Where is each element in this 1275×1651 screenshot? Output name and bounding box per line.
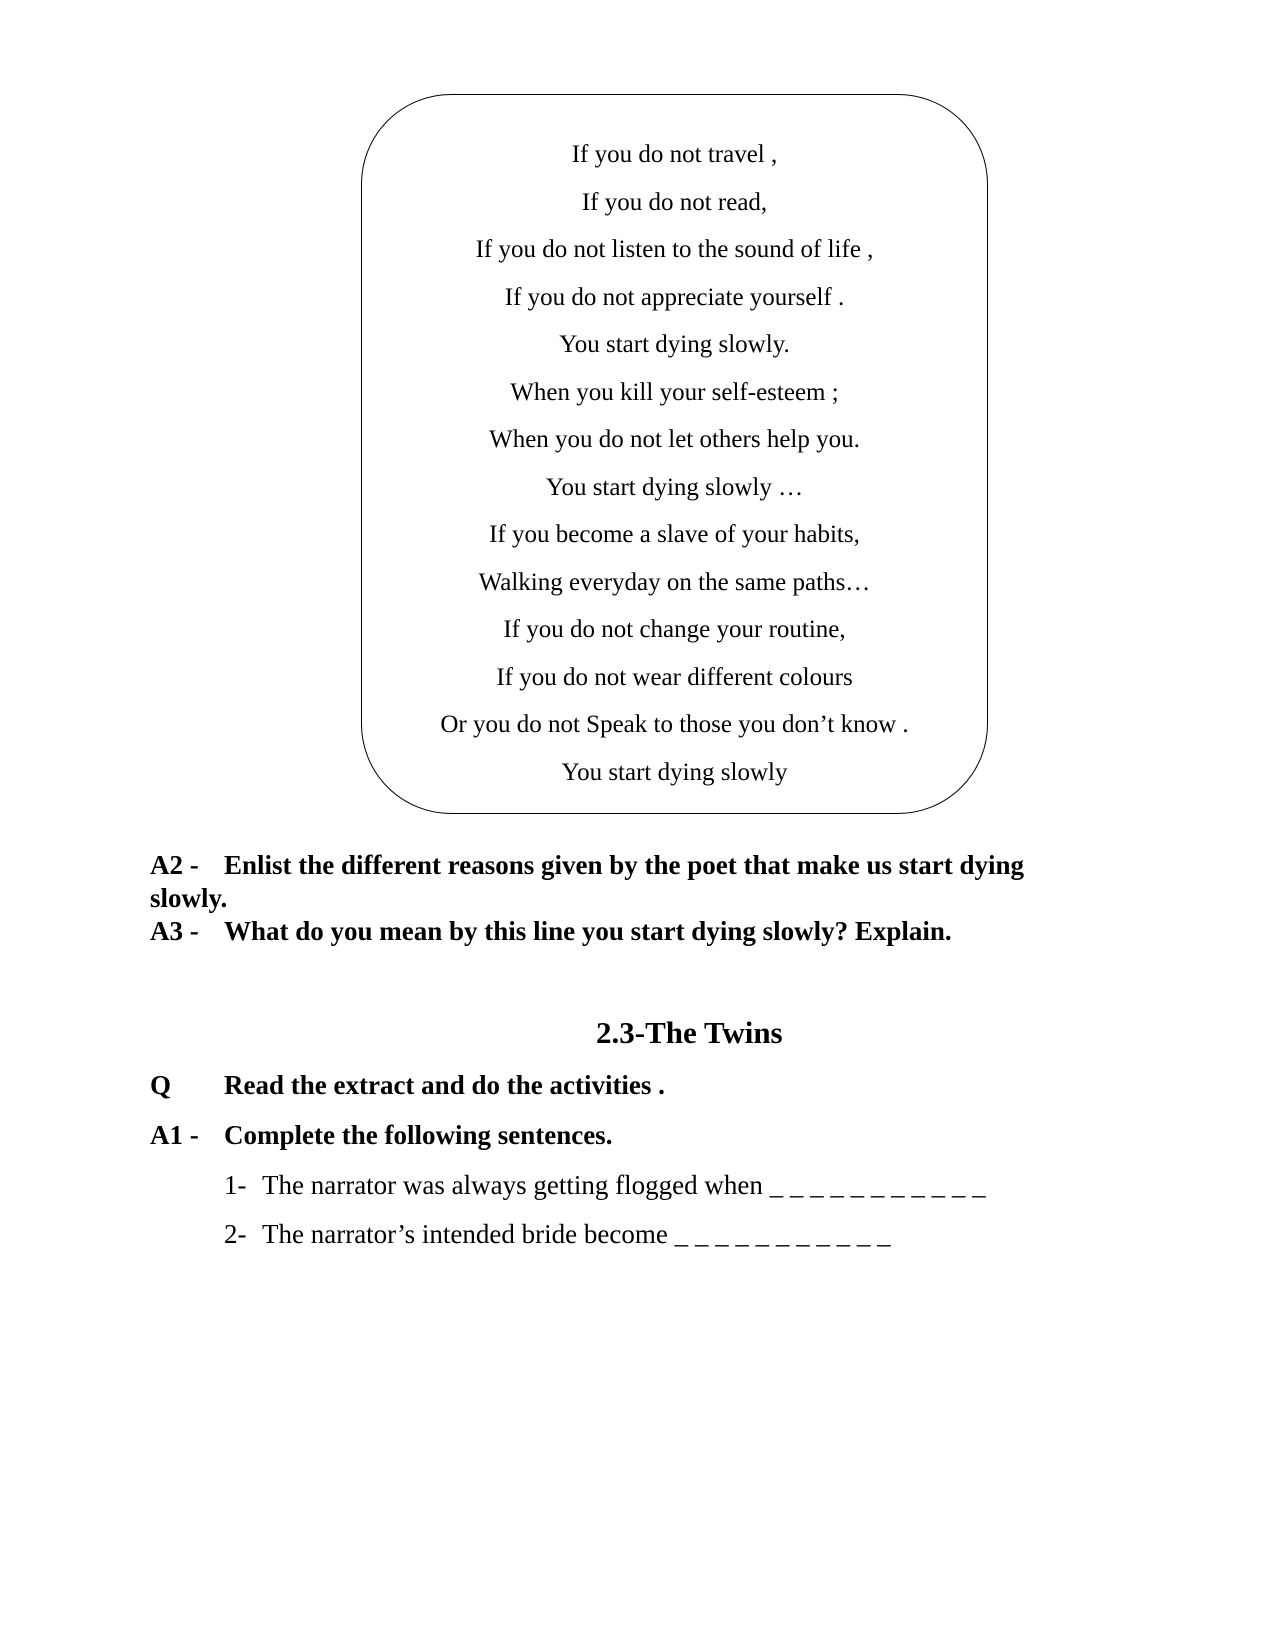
section-title: 2.3-The Twins bbox=[596, 1015, 783, 1050]
poem-line: You start dying slowly bbox=[561, 758, 788, 786]
question-a3-text: What do you mean by this line you start dying slowly? Explain. bbox=[224, 916, 952, 946]
question-a1-text: Complete the following sentences. bbox=[224, 1120, 613, 1150]
poem-line: When you kill your self-esteem ; bbox=[510, 378, 839, 406]
poem-line: If you do not listen to the sound of life , bbox=[475, 236, 874, 263]
poem-line: If you do not appreciate yourself . bbox=[504, 283, 845, 311]
question-q-text: Read the extract and do the activities . bbox=[224, 1070, 665, 1100]
list-item bbox=[224, 1169, 986, 1202]
poem-line: If you do not travel , bbox=[571, 141, 778, 168]
list-item-text: The narrator was always getting flogged when _ _ _ _ _ _ _ _ _ _ _ bbox=[262, 1170, 986, 1200]
question-a2-continuation: slowly. bbox=[150, 883, 228, 913]
poem-box bbox=[361, 94, 988, 814]
poem-lines bbox=[362, 131, 987, 796]
poem-line: Or you do not Speak to those you don’t know . bbox=[440, 711, 909, 738]
poem-line: You start dying slowly. bbox=[559, 331, 790, 358]
poem-line: If you become a slave of your habits, bbox=[489, 521, 860, 548]
list-item-text: The narrator’s intended bride become _ _ _ _ _ _ _ _ _ _ _ bbox=[262, 1219, 891, 1249]
question-a2-label: A2 - bbox=[150, 850, 199, 880]
poem-line: You start dying slowly … bbox=[545, 473, 804, 501]
list-item-number: 1- bbox=[224, 1170, 247, 1200]
question-a3-label: A3 - bbox=[150, 916, 199, 946]
question-a2 bbox=[150, 849, 1110, 915]
question-q-label: Q bbox=[150, 1070, 172, 1100]
poem-line: If you do not read, bbox=[581, 188, 768, 216]
poem-line: If you do not wear different colours bbox=[496, 663, 853, 691]
poem-line: If you do not change your routine, bbox=[503, 616, 846, 643]
list-item bbox=[224, 1218, 891, 1251]
poem-line: Walking everyday on the same paths… bbox=[478, 568, 871, 596]
question-a2-text: Enlist the different reasons given by the poet that make us start dying bbox=[224, 850, 1025, 880]
list-item-number: 2- bbox=[224, 1219, 247, 1249]
poem-line: When you do not let others help you. bbox=[489, 426, 860, 453]
question-a1-label: A1 - bbox=[150, 1120, 199, 1150]
